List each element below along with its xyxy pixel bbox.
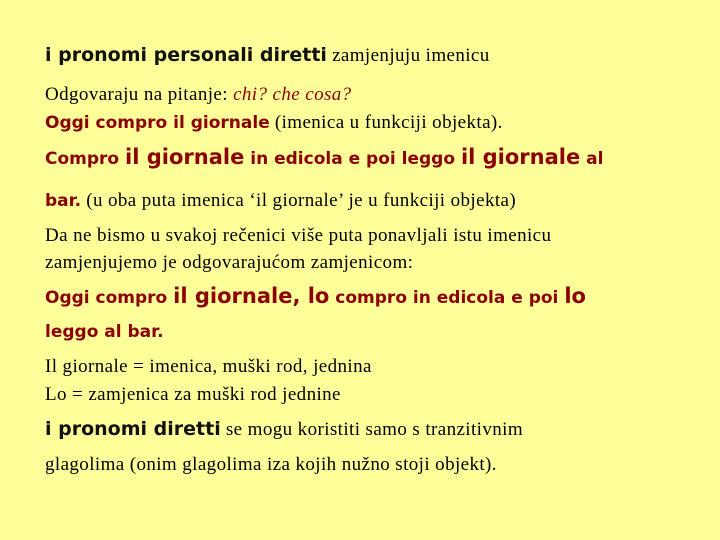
question-text: Odgovaraju na pitanje: bbox=[45, 84, 234, 105]
explanation-line2: zamjenjujemo je odgovarajućom zamjenicom: bbox=[45, 252, 414, 273]
example3-noun: il giornale, bbox=[173, 284, 308, 308]
example2-line1 bbox=[45, 145, 603, 169]
title-term: i pronomi personali diretti bbox=[45, 44, 327, 66]
example3-part2: compro in edicola e poi bbox=[329, 288, 565, 308]
example1-italian: Oggi compro il giornale bbox=[45, 113, 270, 133]
title-rest: zamjenjuju imenicu bbox=[326, 45, 490, 66]
example3-part1: Oggi compro bbox=[45, 288, 174, 308]
definition-line1: Il giornale = imenica, muški rod, jednina bbox=[45, 356, 372, 377]
rule-line2: glagolima (onim glagolima iza kojih nužno stoji objekt). bbox=[45, 454, 497, 475]
definition-line2: Lo = zamjenica za muški rod jednine bbox=[45, 384, 341, 405]
example2-noun2: il giornale bbox=[460, 145, 581, 169]
question-line bbox=[45, 84, 352, 106]
example2-part3: al bbox=[580, 149, 604, 169]
rule-line1 bbox=[45, 418, 523, 441]
example3-pronoun1: lo bbox=[307, 284, 330, 308]
rule-term: i pronomi diretti bbox=[45, 418, 221, 440]
example3-part3: leggo al bar. bbox=[45, 322, 164, 342]
example2-part2: in edicola e poi leggo bbox=[244, 149, 461, 169]
question-italic: chi? che cosa? bbox=[233, 84, 352, 105]
example3-pronoun2: lo bbox=[564, 284, 586, 308]
example1-croatian: (imenica u funkciji objekta). bbox=[269, 112, 503, 133]
example2-part4: bar. bbox=[45, 191, 82, 211]
example2-part1: Compro bbox=[45, 149, 126, 169]
example3-line2 bbox=[45, 322, 164, 342]
example1-line bbox=[45, 112, 503, 134]
example3-line1 bbox=[45, 284, 586, 308]
example2-croatian: (u oba puta imenica ‘il giornale’ je u funkciji objekta) bbox=[81, 190, 517, 211]
title-line bbox=[45, 44, 490, 67]
example2-line2 bbox=[45, 190, 516, 212]
rule-rest: se mogu koristiti samo s tranzitivnim bbox=[220, 419, 524, 440]
explanation-line1: Da ne bismo u svakoj rečenici više puta ponavljali istu imenicu bbox=[45, 225, 552, 246]
example2-noun1: il giornale bbox=[125, 145, 245, 169]
